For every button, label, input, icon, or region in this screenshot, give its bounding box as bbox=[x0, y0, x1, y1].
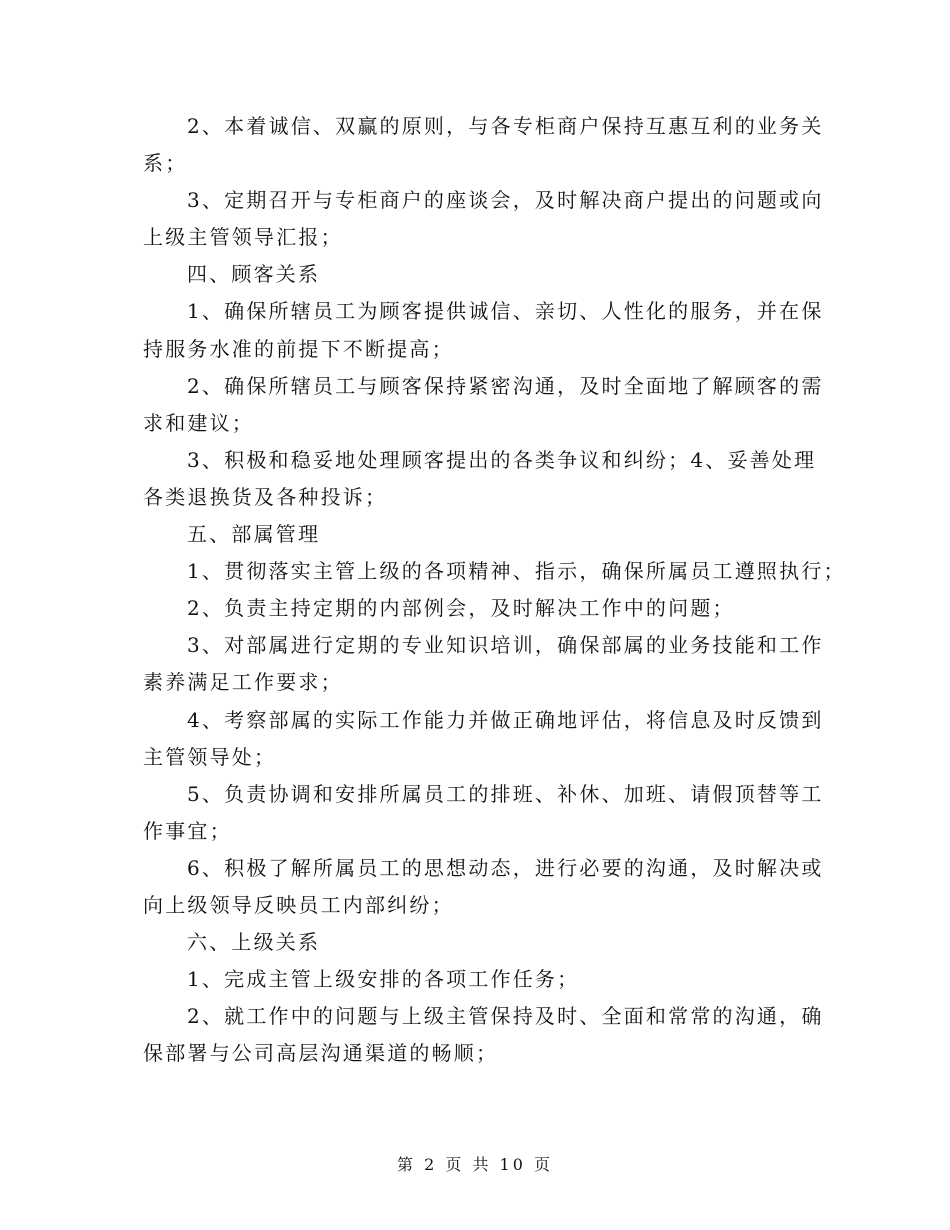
page-number-footer: 第 2 页 共 10 页 bbox=[397, 1155, 553, 1174]
paragraph-line: 1、确保所辖员工为顾客提供诚信、亲切、人性化的服务，并在保 bbox=[187, 299, 824, 324]
paragraph-line: 作事宜； bbox=[143, 818, 232, 843]
section-heading: 六、上级关系 bbox=[187, 930, 321, 955]
paragraph-line: 持服务水准的前提下不断提高； bbox=[143, 336, 454, 361]
paragraph-line: 系； bbox=[143, 151, 188, 176]
paragraph-line: 向上级领导反映员工内部纠纷； bbox=[143, 892, 454, 917]
paragraph-line: 5、负责协调和安排所属员工的排班、补休、加班、请假顶替等工 bbox=[187, 781, 824, 806]
paragraph-line: 保部署与公司高层沟通渠道的畅顺； bbox=[143, 1041, 499, 1066]
paragraph-line: 3、积极和稳妥地处理顾客提出的各类争议和纠纷；4、妥善处理 bbox=[187, 447, 817, 472]
paragraph-line: 求和建议； bbox=[143, 410, 254, 435]
paragraph-line: 主管领导处； bbox=[143, 744, 277, 769]
document-body bbox=[143, 108, 846, 1072]
paragraph-line: 3、对部属进行定期的专业知识培训，确保部属的业务技能和工作 bbox=[187, 633, 824, 658]
paragraph-line: 1、贯彻落实主管上级的各项精神、指示，确保所属员工遵照执行； bbox=[187, 559, 846, 584]
paragraph-line: 各类退换货及各种投诉； bbox=[143, 484, 388, 509]
paragraph-line: 2、确保所辖员工与顾客保持紧密沟通，及时全面地了解顾客的需 bbox=[187, 373, 824, 398]
paragraph-line: 2、负责主持定期的内部例会，及时解决工作中的问题； bbox=[187, 596, 735, 621]
paragraph-line: 上级主管领导汇报； bbox=[143, 225, 343, 250]
paragraph-line: 6、积极了解所属员工的思想动态，进行必要的沟通，及时解决或 bbox=[187, 855, 824, 880]
paragraph-line: 1、完成主管上级安排的各项工作任务； bbox=[187, 967, 580, 992]
paragraph-line: 素养满足工作要求； bbox=[143, 670, 343, 695]
paragraph-line: 2、本着诚信、双赢的原则，与各专柜商户保持互惠互利的业务关 bbox=[187, 114, 824, 138]
paragraph-line: 2、就工作中的问题与上级主管保持及时、全面和常常的沟通，确 bbox=[187, 1004, 824, 1029]
section-heading: 五、部属管理 bbox=[187, 522, 321, 547]
section-heading: 四、顾客关系 bbox=[187, 262, 321, 287]
paragraph-line: 3、定期召开与专柜商户的座谈会，及时解决商户提出的问题或向 bbox=[187, 188, 824, 213]
paragraph-line: 4、考察部属的实际工作能力并做正确地评估，将信息及时反馈到 bbox=[187, 707, 824, 732]
